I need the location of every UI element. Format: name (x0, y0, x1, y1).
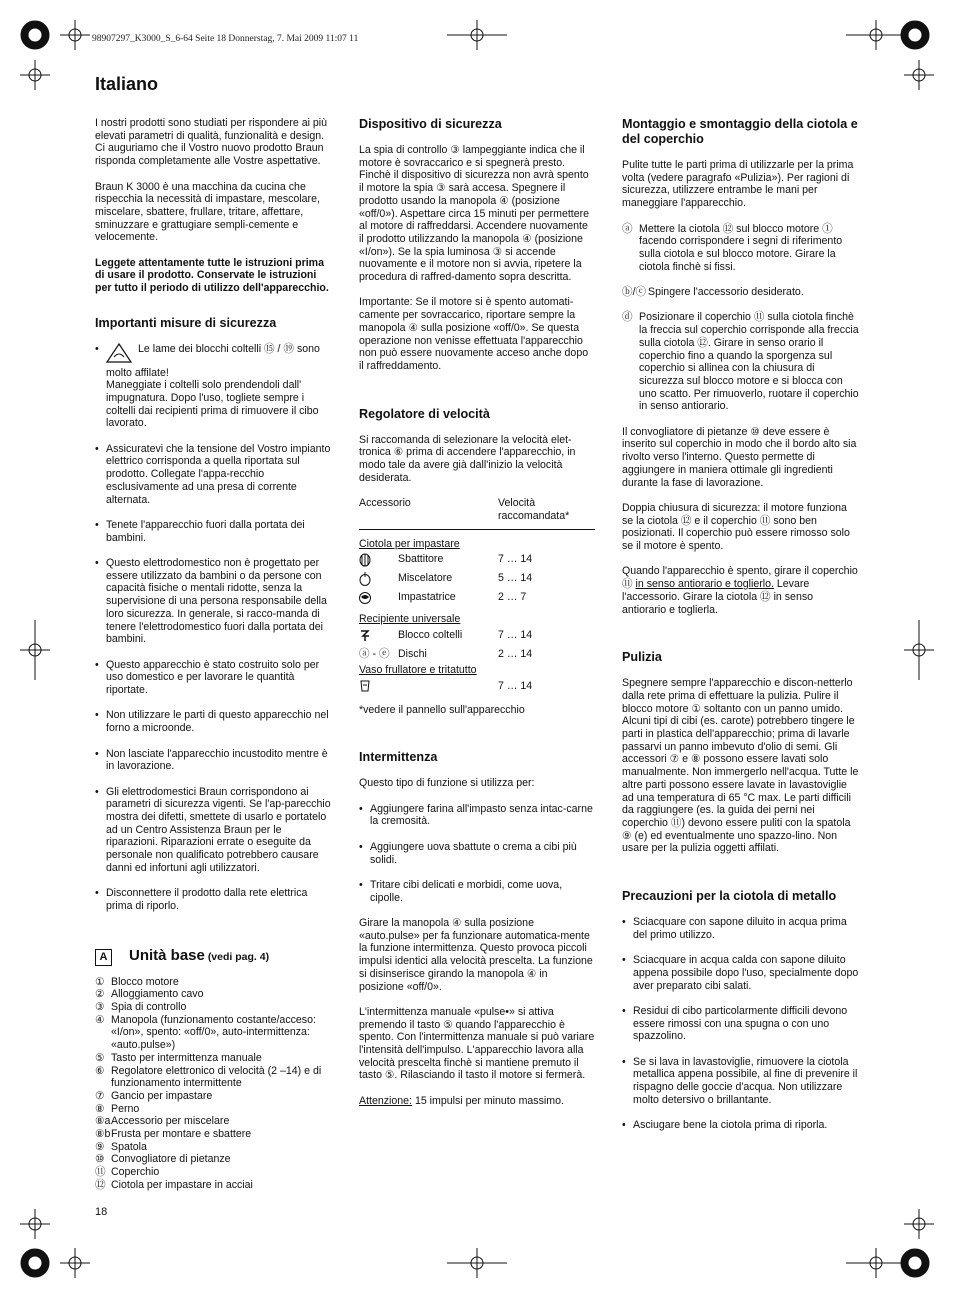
list-item: ⑥ Regolatore elettronico di velocità (2 –14) e di funzionamento intermittente (95, 1064, 322, 1090)
double-lock-paragraph: Doppia chiusura di sicurezza: il motore funziona se la ciotola ⑫ e il coperchio ⑪ sono ben posizionati. Il coperchio può essere rimosso solo se il motore è spento. (622, 501, 850, 553)
intro-paragraph: I nostri prodotti sono studiati per rispondere ai più elevati parametri di qualità, funzionalità e design. Ci auguriamo che il Vostro nuovo prodotto Braun risponda completamente alle Vostre aspettative. (95, 117, 328, 168)
auto-pulse-paragraph: Girare la manopola ④ sulla posizione «auto.pulse» per fa funzionare automatica-mente la funzione intermittenza. Questo provoca piccoli impulsi identici alla velocità prescelta. La funzione si disinserisce girando la manopola ④ in posizione «off/0». (359, 917, 593, 993)
table-row: Blocco coltelli 7 … 14 (359, 626, 595, 645)
table-footnote: *vedere il pannello sull'apparecchio (359, 703, 525, 716)
discs-icon: ⓐ - ⓔ (359, 648, 390, 661)
list-item: ⑨ Spatola (95, 1140, 147, 1153)
list-item: • Assicuratevi che la tensione del Vostro impianto elettrico corrisponda a quella riportata sul prodotto. Collegate l'appa-recchio esclusivamente ad una presa di corrente alternata. (95, 443, 331, 507)
unit-title: Unità base (129, 946, 205, 964)
safety-device-heading: Dispositivo di sicurezza (359, 117, 502, 131)
table-group-blender: Vaso frullatore e tritatutto (359, 663, 477, 676)
metal-bowl-heading: Precauzioni per la ciotola di metallo (622, 889, 837, 904)
list-item: • Questo elettrodomestico non è progettato per essere utilizzato da bambini o da persone con capacità fisiche o mentali ridotte, senza la supervisione di una persona responsabile della loro sicurezza. In generale, si racco-manda di tenere l'elettrodomestico fuori dalla portata dei bambini. (95, 557, 331, 646)
section-letter-box: A (95, 949, 112, 966)
list-item: ① Blocco motore (95, 975, 179, 988)
safety-device-important: Importante: Se il motore si è spento automati-camente per sovraccarico, riportare sempre la manopola ④ sulla posizione «off/0». Se questa operazione non venisse effettuata l'apparecchio non può essere nuovamente acceso anche dopo il raffreddamento. (359, 296, 589, 372)
page-title: Italiano (95, 74, 159, 94)
table-row: Miscelatore 5 … 14 (359, 569, 595, 588)
read-instructions-notice: Leggete attentamente tutte le istruzioni prima di usare il prodotto. Conservate le istruzioni per tutto il periodo di utilizzo dell'apparecchio. (95, 256, 329, 295)
warning-icon (106, 343, 132, 367)
parts-list (95, 976, 331, 1192)
mixer-icon (359, 572, 398, 586)
table-row: 7 … 14 (359, 677, 595, 696)
blender-icon (359, 679, 398, 693)
safety-list (95, 343, 331, 913)
list-item: • Aggiungere uova sbattute o crema a cibi più solidi. (359, 841, 595, 866)
list-item: • Disconnettere il prodotto dalla rete elettrica prima di riporlo. (95, 887, 331, 912)
list-item: ⑩ Convogliatore di pietanze (95, 1153, 231, 1166)
list-item: • Tenete l'apparecchio fuori dalla portata dei bambini. (95, 519, 331, 544)
speed-heading: Regolatore di velocità (359, 406, 490, 421)
table-header: Accessorio Velocità raccomandata* (359, 497, 595, 529)
table-group-universal: Recipiente universale (359, 613, 461, 626)
list-item: • Sciacquare in acqua calda con sapone diluito appena possibile dopo l'uso, specialmente dopo aver preparato cibi salati. (622, 954, 860, 992)
pulse-heading: Intermittenza (359, 750, 438, 765)
step-a: ⓐ Mettere la ciotola ⑫ sul blocco motore ① facendo corrispondere i segni di riferimento sulla ciotola e sul blocco motore. Girare la ciotola finchè si fissi. (622, 222, 843, 273)
table-row: Sbattitore 7 … 14 (359, 550, 595, 569)
list-item: ⑧b Frusta per montare e sbattere (95, 1128, 252, 1141)
safety-device-paragraph: La spia di controllo ③ lampeggiante indica che il motore è sovraccarico e si spegnerà presto. Finchè il dispositivo di sicurezza non avrà spento il motore la spia ③ sarà accesa. Spegnere il prodotto usando la manopola ④ (posizione «off/0»). Aspettare circa 15 minuti per permettere al motore di raffreddarsi. Accendere nuovamente il prodotto utilizzando la manopola ④ (posizione «I/on»). Se la spia luminosa ③ si accende nuovamente e il motore non si avvia, ripetere la procedura di raffred-damento sopra descritta. (359, 144, 590, 284)
list-item: • Aggiungere farina all'impasto senza intac-carne la cremosità. (359, 803, 595, 828)
column-right (622, 117, 860, 1145)
cleaning-heading: Pulizia (622, 650, 662, 665)
list-item: ⑦ Gancio per impastare (95, 1089, 213, 1102)
list-item: ⑧a Accessorio per miscelare (95, 1115, 230, 1128)
list-item: • Le lame dei blocchi coltelli ⑮ / ⑲ sono molto affilate! Maneggiate i coltelli solo prendendoli dall' impugnatura. Dopo l'uso, togliete sempre i coltelli dai recipienti prima di rimuovere il cibo lavorato. (95, 343, 331, 430)
table-row: Impastatrice 2 … 7 (359, 588, 595, 607)
list-item: • Gli elettrodomestici Braun corrispondono ai parametri di sicurezza vigenti. Se l'ap-parecchio mostra dei difetti, smettete di usarlo e portatelo ad un Centro Assistenza Braun per le riparazioni. Riparazioni errate o eseguite da personale non qualificato potrebbero causare danni ed infortuni agli utilizzatori. (95, 786, 331, 875)
list-item: • Residui di cibo particolarmente difficili devono essere rimossi con una spugna o con uno spazzolino. (622, 1005, 860, 1043)
list-item: • Tritare cibi delicati e morbidi, come uova, cipolle. (359, 879, 595, 904)
attention-note: Attenzione: 15 impulsi per minuto massimo. (359, 1094, 564, 1107)
list-item: • Non lasciate l'apparecchio incustodito mentre è in lavorazione. (95, 748, 331, 773)
step-d: ⓓ Posizionare il coperchio ⑪ sulla ciotola finchè la freccia sul coperchio corrisponde alla freccia sulla ciotola ⑫. Girare in senso orario il coperchio fino a quando la sporgenza sul coperchio si allinea con la chiusura di sicurezza sul blocco motore e si blocca con uno scatto. Per rimuoverlo, ruotare il coperchio in senso antiorario. (622, 311, 859, 413)
list-item: ② Alloggiamento cavo (95, 988, 204, 1001)
list-item: • Se si lava in lavastoviglie, rimuovere la ciotola metallica appena possibile, al fine di prevenire il rispagno delle goccie d'acqua. Non utilizzare molto detersivo o brillantante. (622, 1056, 860, 1107)
removal-paragraph: Quando l'apparecchio è spento, girare il coperchio ⑪ in senso antiorario e toglierlo. Levare l'accessorio. Girare la ciotola ⑫ in senso antiorario e toglierla. (622, 565, 858, 616)
kneader-icon (359, 591, 398, 605)
manual-pulse-paragraph: L'intermittenza manuale «pulse•» si attiva premendo il tasto ⑤ quando l'apparecchio è spento. Con l'intermittenza manuale si può variare l'intensità dell'impulso. L'apparecchio lavora alla velocità prescelta finchè si mantiene premuto il tasto ⑤. Rilasciando il tasto il motore si fermerà. (359, 1005, 595, 1082)
metal-bowl-list (622, 916, 860, 1132)
list-item: ⑤ Tasto per intermittenza manuale (95, 1051, 262, 1064)
blade-icon (359, 628, 398, 642)
page-number: 18 (95, 1206, 108, 1218)
speed-table (359, 497, 595, 716)
list-item: • Asciugare bene la ciotola prima di riporla. (622, 1119, 860, 1132)
unit-page-ref: (vedi pag. 4) (207, 950, 270, 963)
unit-heading (95, 946, 331, 966)
assembly-heading: Montaggio e smontaggio della ciotola e del coperchio (622, 117, 858, 146)
step-bc: ⓑ/ⓒ Spingere l'accessorio desiderato. (622, 286, 804, 298)
table-row: ⓐ - ⓔ Dischi 2 … 14 (359, 648, 533, 661)
table-group-bowl: Ciotola per impastare (359, 537, 460, 550)
list-item: ③ Spia di controllo (95, 1001, 187, 1014)
list-item: ④ Manopola (funzionamento costante/acceso: «I/on», spento: «off/0», auto-intermittenza: «auto.pulse») (95, 1013, 316, 1052)
list-item: • Questo apparecchio è stato costruito solo per uso domestico e per lavorare le quantità riportate. (95, 659, 331, 697)
intro-paragraph-2: Braun K 3000 è una macchina da cucina che rispecchia la necessità di impastare, mescolare, miscelare, sbattere, frullare, tritare, affettare, sminuzzare e grattugiare sempli-cemente e velocemente. (95, 180, 320, 244)
safety-heading: Importanti misure di sicurezza (95, 315, 277, 330)
feed-tube-paragraph: Il convogliatore di pietanze ⑩ deve essere è inserito sul coperchio in modo che il bordo alto sia rivolto verso l'interno. Questo permette di aggiungere in maniera ottimale gli ingredienti durante la fase di lavorazione. (622, 425, 857, 489)
pulse-list (359, 803, 595, 905)
list-item: ⑫ Ciotola per impastare in acciai (95, 1178, 253, 1191)
assembly-paragraph: Pulite tutte le parti prima di utilizzarle per la prima volta (vedere paragrafo «Pulizia»). Per ragioni di sicurezza, utilizzere entrambe le mani per maneggiare l'apparecchio. (622, 159, 854, 210)
print-header: 98907297_K3000_S_6-64 Seite 18 Donnerstag, 7. Mai 2009 11:07 11 (92, 34, 359, 44)
list-item: ⑧ Perno (95, 1102, 140, 1115)
list-item: • Sciacquare con sapone diluito in acqua prima del primo utilizzo. (622, 916, 860, 941)
cleaning-paragraph: Spegnere sempre l'apparecchio e discon-netterlo dalla rete prima di effettuare la pulizia. Pulire il blocco motore ① soltanto con un panno umido. Alcuni tipi di cibi (es. carote) potrebbero tingere le parti in plastica dell'apparecchio; prima di lavarle passarvi un panno imbevuto d'olio di semi. Gli accessori ⑦ e ⑧ possono essere lavati solo manualmente. Non immergerlo nell'acqua. Tutte le altre parti possono essere lavate in lavastoviglie ad una temperatura di 65 °C max. Le parti difficili da raggiungere (es. la guida dei perni nei coperchio ⑪) devono essere puliti con la spatola ⑨ (e) ed eventualmente uno spazzo-lino. Non usare per la pulizia oggetti affilati. (622, 677, 859, 855)
whisk-icon (359, 553, 398, 567)
list-item: ⑪ Coperchio (95, 1166, 160, 1179)
speed-paragraph: Si raccomanda di selezionare la velocità elet-tronica ⑥ prima di accendere l'apparecchio, in modo tale da avere già dall'inizio la velocità desiderata. (359, 433, 576, 484)
list-item: • Non utilizzare le parti di questo apparecchio nel forno a microonde. (95, 709, 331, 734)
column-left (95, 117, 331, 1192)
pulse-intro: Questo tipo di funzione si utilizza per: (359, 777, 535, 790)
column-middle (359, 117, 595, 1120)
